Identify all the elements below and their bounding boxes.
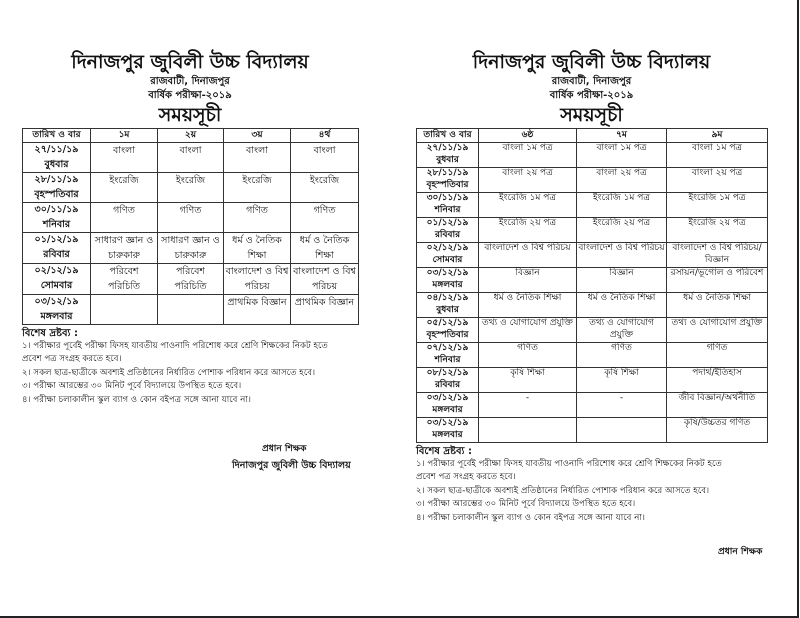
exam-day: বৃহস্পতিবার [34,188,79,200]
subject-cell: সাধারণ জ্ঞান ও চারুকারু [158,233,224,264]
subject-cell: বাংলা [158,143,224,173]
subject-cell: বাংলাদেশ ও বিশ্ব পরিচয় [224,264,291,295]
subject-cell: প্রাথমিক বিজ্ঞান [224,295,291,325]
date-day-cell [417,193,479,218]
exam-date: ০২/১২/১৯ [426,243,469,253]
exam-day: বুধবার [436,154,459,165]
subject-cell: গণিত [91,203,158,233]
school-name: দিনাজপুর জুবিলী উচ্চ বিদ্যালয় [71,51,309,73]
date-day-cell [417,393,479,418]
exam-date: ২৭/১১/১৯ [34,144,79,155]
table-row [417,168,768,193]
header-date-day: তারিখ ও বার [23,129,91,143]
table-row [417,243,768,268]
table-row [417,293,768,318]
subject-cell: ধর্ম ও নৈতিক শিক্ষা [479,293,577,318]
exam-day: রবিবার [43,248,70,260]
header-class: ৬ষ্ঠ [479,129,577,143]
exam-date: ০৩/১২/১৯ [426,418,469,428]
subject-cell: তথ্য ও যোগাযোগ প্রযুক্তি [667,318,768,343]
subject-cell: কৃষি শিক্ষা [479,368,577,393]
date-day-cell [417,168,479,193]
note-line: ৪। পরীক্ষা চলাকালীন স্কুল ব্যাগ ও কোন বইপত্র সঙ্গে আনা যাবে না। [22,394,251,405]
subject-cell: বাংলাদেশ ও বিশ্ব পরিচয়/বিজ্ঞান [667,243,768,268]
note-line: ২। সকল ছাত্র-ছাত্রীকে অবশ্যই প্রতিষ্ঠানের নির্ধারিত পোশাক পরিধান করে আসতে হবে। [22,367,316,378]
subject-cell: তথ্য ও যোগাযোগ প্রযুক্তি [479,318,577,343]
date-day-cell [417,243,479,268]
subject-cell: বাংলাদেশ ও বিশ্ব পরিচয় [479,243,577,268]
subject-cell: ইংরেজি ২য় পত্র [577,218,667,243]
exam-day: শনিবার [434,204,461,215]
subject-cell: পরিবেশ পরিচিতি [91,264,158,295]
date-day-cell [417,343,479,368]
subject-cell: ধর্ম ও নৈতিক শিক্ষা [667,293,768,318]
notes-section [22,327,358,407]
routine-table [416,128,768,443]
exam-day: বুধবার [44,158,69,170]
table-row [417,368,768,393]
subject-cell: কৃষি শিক্ষা [577,368,667,393]
date-day-cell [417,418,479,443]
header-class: ৯ম [667,129,768,143]
header-class: ৭ম [577,129,667,143]
subject-cell: বাংলা ১ম পত্র [479,143,577,168]
note-line: ৩। পরীক্ষা আরম্ভের ৩০ মিনিট পূর্বে বিদ্যালয়ে উপস্থিত হতে হবে। [416,499,636,510]
subject-cell: রসায়ন/ভূগোল ও পরিবেশ [667,268,768,293]
exam-day: রবিবার [434,379,461,390]
subject-cell: বাংলা [91,143,158,173]
exam-date: ০৮/১২/১৯ [426,368,469,378]
subject-cell: বাংলা ২য় পত্র [667,168,768,193]
date-day-cell [23,264,91,295]
subject-cell: ধর্ম ও নৈতিক শিক্ষা [577,293,667,318]
table-header-row [417,129,768,143]
note-line: ৩। পরীক্ষা আরম্ভের ৩০ মিনিট পূর্বে বিদ্যালয়ে উপস্থিত হতে হবে। [22,381,242,392]
subject-cell: ইংরেজি [291,173,359,203]
date-day-cell [417,268,479,293]
exam-date: ০৪/১২/১৯ [426,293,469,303]
school-name: দিনাজপুর জুবিলী উচ্চ বিদ্যালয় [472,51,711,73]
date-day-cell [23,203,91,233]
exam-day: বৃহস্পতিবার [426,329,469,340]
note-line: প্রবেশ পত্র সংগ্রহ করতে হবে। [416,472,516,483]
subject-cell: বাংলাদেশ ও বিশ্ব পরিচয় [291,264,359,295]
subject-cell: বাংলাদেশ ও বিশ্ব পরিচয় [577,243,667,268]
date-day-cell [417,368,479,393]
headmaster-title: প্রধান শিক্ষক [262,444,307,454]
notes-title: বিশেষ দ্রষ্টব্য : [22,328,78,339]
exam-day: মঙ্গলবার [432,429,463,440]
table-row [23,264,359,295]
subject-cell: ইংরেজি ১ম পত্র [577,193,667,218]
header-class: ২য় [158,129,224,143]
exam-name: বার্ষিক পরীক্ষা-২০১৯ [148,90,232,101]
exam-date: ০২/১২/১৯ [34,265,79,276]
notes-title: বিশেষ দ্রষ্টব্য : [416,446,472,457]
subject-cell: ইংরেজি ২য় পত্র [479,218,577,243]
table-row [23,143,359,173]
note-line: ১। পরীক্ষার পূর্বেই পরীক্ষা ফিসহ যাবতীয় পাওনাদি পরিশোধ করে শ্রেণি শিক্ষকের নিকট হতে [22,341,328,351]
subject-cell: সাধারণ জ্ঞান ও চারুকারু [91,233,158,264]
exam-date: ০৩/১২/১৯ [426,393,469,403]
date-day-cell [23,173,91,203]
subject-cell: ইংরেজি [91,173,158,203]
notes-section [416,445,767,525]
date-day-cell [417,318,479,343]
exam-day: মঙ্গলবার [432,279,463,290]
school-address: রাজবাটী, দিনাজপুর [551,76,632,87]
signature-school-name: দিনাজপুর জুবিলী উচ্চ বিদ্যালয় [232,460,351,471]
subject-cell: বাংলা ১ম পত্র [667,143,768,168]
subject-cell [158,295,224,325]
exam-date: ০৩/১২/১৯ [34,296,79,307]
subject-cell: বিজ্ঞান [577,268,667,293]
exam-date: ২৮/১১/১৯ [34,174,79,185]
date-day-cell [23,143,91,173]
date-day-cell [417,218,479,243]
table-row [417,268,768,293]
subject-cell: গণিত [479,343,577,368]
subject-cell: ধর্ম ও নৈতিক শিক্ষা [224,233,291,264]
exam-day: সোমবার [432,254,463,265]
routine-table [22,128,359,325]
subject-cell: গণিত [224,203,291,233]
header-class: ১ম [91,129,158,143]
note-line: ৪। পরীক্ষা চলাকালীন স্কুল ব্যাগ ও কোন বইপত্র সঙ্গে আনা যাবে না। [416,512,645,523]
subject-cell: বিজ্ঞান [479,268,577,293]
exam-date: ২৭/১১/১৯ [426,143,469,153]
exam-date: ৩০/১১/১৯ [426,193,469,203]
subject-cell: বাংলা [291,143,359,173]
table-header-row [23,129,359,143]
table-row [23,295,359,325]
headmaster-title: প্রধান শিক্ষক [718,547,763,557]
exam-day: শনিবার [434,354,461,365]
right-routine-sheet [416,50,767,525]
subject-cell: - [479,393,577,418]
subject-cell: পরিবেশ পরিচিতি [158,264,224,295]
exam-day: বুধবার [436,304,459,315]
subject-cell [577,418,667,443]
subject-cell: ধর্ম ও নৈতিক শিক্ষা [291,233,359,264]
table-row [23,233,359,264]
note-line: ১। পরীক্ষার পূর্বেই পরীক্ষা ফিসহ যাবতীয় পাওনাদি পরিশোধ করে শ্রেণি শিক্ষকের নিকট হতে [416,459,722,469]
subject-cell [479,418,577,443]
subject-cell: গণিত [291,203,359,233]
subject-cell: গণিত [577,343,667,368]
note-line: ২। সকল ছাত্র-ছাত্রীকে অবশ্যই প্রতিষ্ঠানের নির্ধারিত পোশাক পরিধান করে আসতে হবে। [416,485,710,496]
subject-cell: জীব বিজ্ঞান/অর্থনীতি [667,393,768,418]
subject-cell: বাংলা [224,143,291,173]
subject-cell [91,295,158,325]
table-row [417,418,768,443]
subject-cell: গণিত [158,203,224,233]
table-row [417,218,768,243]
exam-day: বৃহস্পতিবার [426,179,469,190]
subject-cell: ইংরেজি ১ম পত্র [479,193,577,218]
date-day-cell [23,295,91,325]
exam-day: মঙ্গলবার [40,310,73,322]
subject-cell: বাংলা ২য় পত্র [577,168,667,193]
date-day-cell [23,233,91,264]
routine-title: সময়সূচী [560,104,623,126]
exam-date: ০৫/১২/১৯ [426,318,469,328]
table-row [417,343,768,368]
header-class: ৪র্থ [291,129,359,143]
subject-cell: ইংরেজি [158,173,224,203]
exam-date: ০১/১২/১৯ [426,218,469,228]
header-date-day: তারিখ ও বার [417,129,479,143]
subject-cell: কৃষি/উচ্চতর গণিত [667,418,768,443]
table-row [417,143,768,168]
note-line: প্রবেশ পত্র সংগ্রহ করতে হবে। [22,354,122,365]
exam-day: রবিবার [434,229,461,240]
exam-day: মঙ্গলবার [432,404,463,415]
subject-cell: প্রাথমিক বিজ্ঞান [291,295,359,325]
exam-day: শনিবার [42,218,71,230]
subject-cell: - [577,393,667,418]
table-row [23,173,359,203]
exam-date: ৩০/১১/১৯ [34,204,79,215]
school-address: রাজবাটী, দিনাজপুর [150,76,230,87]
subject-cell: বাংলা ২য় পত্র [479,168,577,193]
subject-cell: গণিত [667,343,768,368]
left-routine-sheet [22,50,358,407]
subject-cell: বাংলা ১ম পত্র [577,143,667,168]
exam-date: ২৮/১১/১৯ [426,168,469,178]
routine-title: সময়সূচী [158,104,222,126]
date-day-cell [417,143,479,168]
date-day-cell [417,293,479,318]
exam-name: বার্ষিক পরীক্ষা-২০১৯ [549,90,634,101]
table-row [417,393,768,418]
table-row [417,318,768,343]
exam-date: ০১/১২/১৯ [34,234,79,245]
exam-date: ০৩/১২/১৯ [426,268,469,278]
subject-cell: তথ্য ও যোগাযোগ প্রযুক্তি [577,318,667,343]
subject-cell: পদার্থ/ইতিহাস [667,368,768,393]
table-row [417,193,768,218]
subject-cell: ইংরেজি ১ম পত্র [667,193,768,218]
subject-cell: ইংরেজি ২য় পত্র [667,218,768,243]
table-row [23,203,359,233]
exam-date: ০৭/১২/১৯ [426,343,469,353]
subject-cell: ইংরেজি [224,173,291,203]
exam-day: সোমবার [40,279,73,291]
header-class: ৩য় [224,129,291,143]
